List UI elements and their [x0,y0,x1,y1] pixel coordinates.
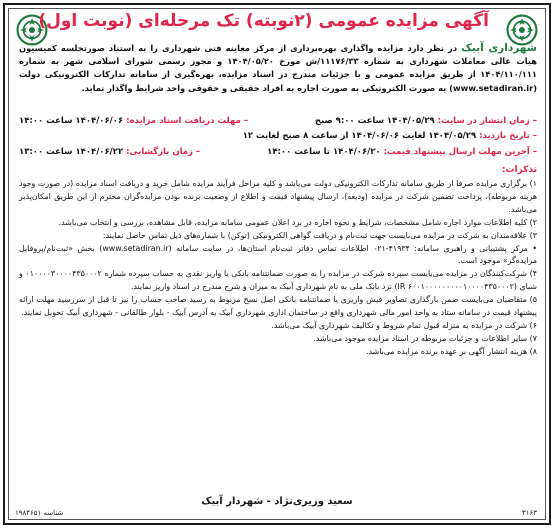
notice-id: شناسه ۱۹۸۴۶۵۱ [15,509,64,517]
intro-paragraph [19,42,537,95]
notice-title: آگهی مزایده عمومی (۲نوبته) تک مرحله‌ای (نوبت اول) [38,11,489,31]
note-item: ۶) شرکت در مزایده به منزله قبول تمام شروط و تکالیف شهرداری آبیک می‌باشد. [271,320,537,330]
docs-deadline: – مهلت دریافت اسناد مزایده: ۱۴۰۴/۰۶/۰۶ ساعت ۱۴:۰۰ [19,116,249,126]
notice-page [3,3,551,525]
intro-text: در نظر دارد مزایده واگذاری بهره‌برداری از مرکز معاینه فنی شهرداری را به استناد صورتجلسه کمیسیون هیات عالی معاملات شهرداری به شماره ۱۱۱۷۶/۳۳/ش مورخ ۱۴۰۴/۰۵/۲۰ و مجوز رسمی شورای اسلامی شهر به شماره ۱۴۰۴/۱۱۰/۱۱۱ از طریق مزایده عمومی و با جزئیات مندرج در اسناد مزایده، بهره‌گیری از سامانه تدارکات الکترونیکی دولت (www.setadiran.ir) به صورت الکترونیکی به صورت اجاره به افراد حقیقی و حقوقی واجد شرایط واگذار نماید. [19,43,537,93]
visit-date: – تاریخ بازدید: ۱۴۰۴/۰۵/۲۹ لغایت ۱۴۰۴/۰۶/۰۶ از ساعت ۸ صبح لغایت ۱۲ [242,131,537,141]
signature: سعید وزیری‌نژاد - شهردار آبیک [201,496,353,507]
dates-row-publish [19,116,537,126]
note-item: ۲) کلیه اطلاعات موارد اجاره شامل مشخصات، شرایط و نحوه اجاره در برد اعلان عمومی سامانه مزایده، قابل مشاهده، بررسی و انتخاب می‌باشد. [58,217,537,227]
publish-date: – زمان انتشار در سایت: ۱۴۰۴/۰۵/۲۹ ساعت ۹:۰۰ صبح [314,116,537,126]
organization-name: شهرداری آبیک [461,42,537,54]
note-item: ۱) برگزاری مزایده صرفا از طریق سامانه تدارکات الکترونیکی دولت می‌باشد و کلیه مراحل فرآیند مزایده شامل خرید و دریافت اسناد مزایده (در صورت وجود هزینه مربوطه)، پرداخت تضمین شرکت در مزایده (ودیعه)، ارسال پیشنهاد قیمت و اطلاع از وضعیت برنده بودن مزایده‌گران محترم از این طریق امکان‌پذیر می‌باشد. [19,179,537,214]
dates-row-submit [19,147,537,157]
note-item: ۵) متقاضیان می‌بایست ضمن بارگذاری تصاویر فیش واریزی یا ضمانتنامه بانکی اصل نسخ مربوط به رسید صاحب حساب را نیز تا قبل از سررسید مهلت ارائه پیشنهاد قیمت در سامانه ستاد به واحد امور مالی شهرداری واقع در ساختمان اداری شهرداری آبیک به آدرس آبیک - بلوار طالقانی - شهرداری آبیک تحویل نمایند. [19,295,537,318]
notes-heading: تذکرات: [501,165,537,175]
notice-number: ۳۱۶۳ [521,509,537,517]
note-item: • مرکز پشتیبانی و راهبری سامانه: ۴۱۹۳۴-۰۲۱ اطلاعات تماس دفاتر ثبت‌نام استان‌ها، در سایت سامانه (www.setadiran.ir) بخش «ثبت‌نام/پروفایل مزایده‌گر» موجود است. [19,243,538,266]
notes-list [19,178,537,359]
note-item: ۷) سایر اطلاعات و جزئیات مربوطه در اسناد مزایده موجود می‌باشد. [313,333,537,343]
submit-deadline: – آخرین مهلت ارسال پیشنهاد قیمت: ۱۴۰۴/۰۶/۲۰ تا ساعت ۱۴:۰۰ [267,147,537,157]
note-item: ۴) شرکت‌کنندگان در مزایده می‌بایست سپرده شرکت در مزایده را به صورت ضمانتنامه بانکی یا واریز نقدی به حساب سپرده شماره ۰۱۰۰۰۰۳۰۰۰۰۴۳۵۰۰۰۲ و شبای (IR ۶۰۰۱۰۰۰۰۰۰۰۰۰۱۰۰۰۰۴۳۵۰۰۰۲) نزد بانک ملی به نام شهرداری آبیک به میزان و شرح مندرج در اسناد واریز نمایند. [19,269,537,292]
note-item: ۸) هزینه انتشار آگهی بر عهده برنده مزایده می‌باشد. [365,346,537,356]
opening-time: – زمان بازگشایی: ۱۴۰۴/۰۶/۲۲ ساعت ۱۳:۰۰ [19,147,201,157]
note-item: ۳) علاقه‌مندان به شرکت در مزایده می‌بایست جهت ثبت‌نام و دریافت گواهی الکترونیکی (توکن) با شماره‌های ذیل تماس حاصل نمایند: [102,230,537,240]
